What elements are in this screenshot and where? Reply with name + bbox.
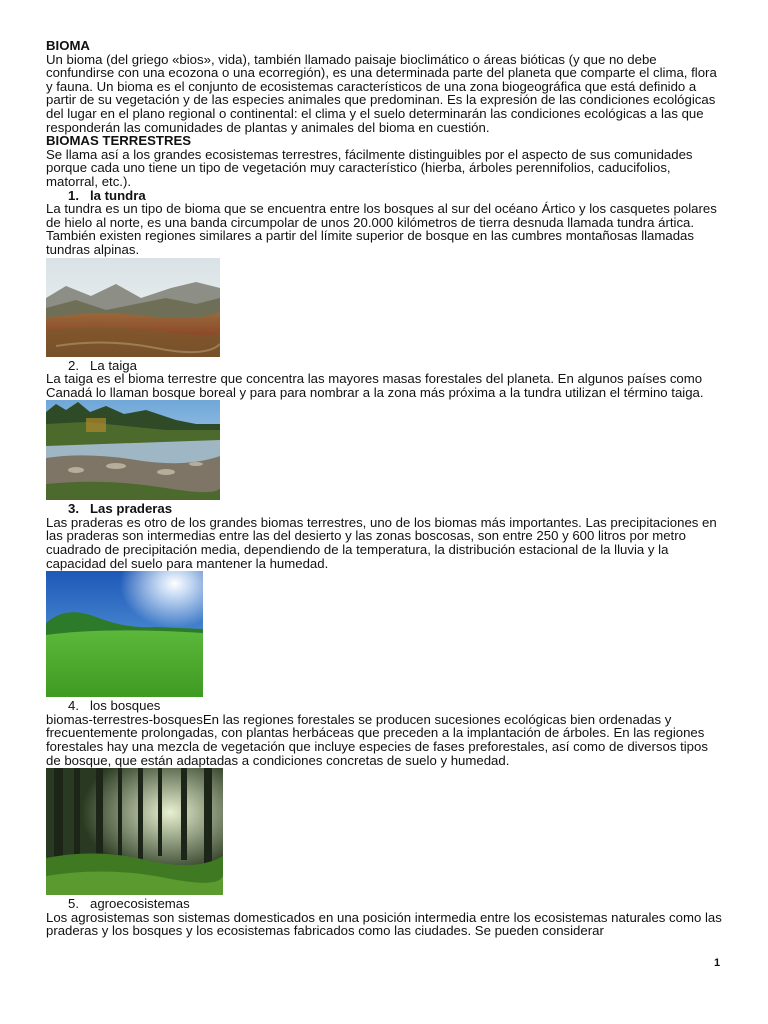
doc-title: BIOMA [46,38,90,53]
subintro-paragraph: Se llama así a los grandes ecosistemas terrestres, fácilmente distinguibles por el aspecto de sus comunidades porque cada uno tiene un tipo de vegetación muy característico (hierba, árboles perennifolios, caducifolios, matorral, etc.). [46,146,693,189]
taiga-heading-label: La taiga [90,357,137,373]
agro-heading [46,897,726,911]
taiga-heading [46,359,726,373]
bosques-heading-label: los bosques [90,698,161,714]
tundra-heading [46,189,726,203]
tundra-number: 1. [68,187,79,203]
document-page [46,39,726,938]
taiga-photo [46,400,220,500]
agro-heading-label: agroecosistemas [90,896,190,912]
section-subtitle: BIOMAS TERRESTRES [46,133,192,149]
praderas-heading-label: Las praderas [90,501,173,517]
bosques-heading [46,699,726,713]
bosques-photo [46,768,223,895]
agro-paragraph: Los agrosistemas son sistemas domesticados en una posición intermedia entre los ecosistemas naturales como las praderas y los bosques y los ecosistemas fabricados como las ciudades. Se pueden considerar [46,909,722,939]
tundra-photo [46,258,220,357]
praderas-heading [46,502,726,516]
bosques-paragraph: biomas-terrestres-bosquesEn las regiones forestales se producen sucesiones ecológicas bien ordenadas y frecuentemente prolongadas, con plantas herbáceas que preceden a la implantación de árboles. En las regiones forestales hay una mezcla de vegetación que incluye especies de fases preforestales, así como de diversos tipos de bosque, que están adaptadas a condiciones concretas de suelo y humedad. [46,711,708,768]
praderas-photo [46,571,203,697]
bosques-number: 4. [68,698,79,714]
tundra-heading-label: la tundra [90,187,146,203]
praderas-paragraph: Las praderas es otro de los grandes biomas terrestres, uno de los biomas más importantes. Las precipitaciones en las praderas son intermedias entre las del desierto y las zonas boscosas, son entre 250 y 600 litros por metro cuadrado de precipitación media, dependiendo de la temperatura, la distribución estacional de la lluvia y la capacidad del suelo para mantener la humedad. [46,514,717,571]
agro-number: 5. [68,896,79,912]
praderas-number: 3. [68,501,79,517]
intro-paragraph: Un bioma (del griego «bios», vida), también llamado paisaje bioclimático o áreas bióticas (y que no debe confundirse con una ecozona o una ecorregión), es una determinada parte del planeta que comparte el clima, flora y fauna. Un bioma es el conjunto de ecosistemas característicos de una zona biogeográfica que está definido a partir de su vegetación y de las especies animales que predominan. Es la expresión de las condiciones ecológicas del lugar en el plano regional o continental: el clima y el suelo determinarán las condiciones ecológicas a las que responderán las comunidades de plantas y animales del bioma en cuestión. [46,51,717,135]
tundra-paragraph: La tundra es un tipo de bioma que se encuentra entre los bosques al sur del océano Ártico y los casquetes polares de hielo al norte, es una banda circumpolar de unos 20.000 kilómetros de tierra desnuda llamada tundra ártica. También existen regiones similares a partir del límite superior de bosque en las cumbres montañosas llamadas tundras alpinas. [46,201,717,257]
taiga-number: 2. [68,357,79,373]
page-number: 1 [714,957,721,969]
taiga-paragraph: La taiga es el bioma terrestre que concentra las mayores masas forestales del planeta. En algunos países como Canadá lo llaman bosque boreal y para para nombrar a la zona más próxima a la tundra utilizan el término taiga. [46,371,704,400]
